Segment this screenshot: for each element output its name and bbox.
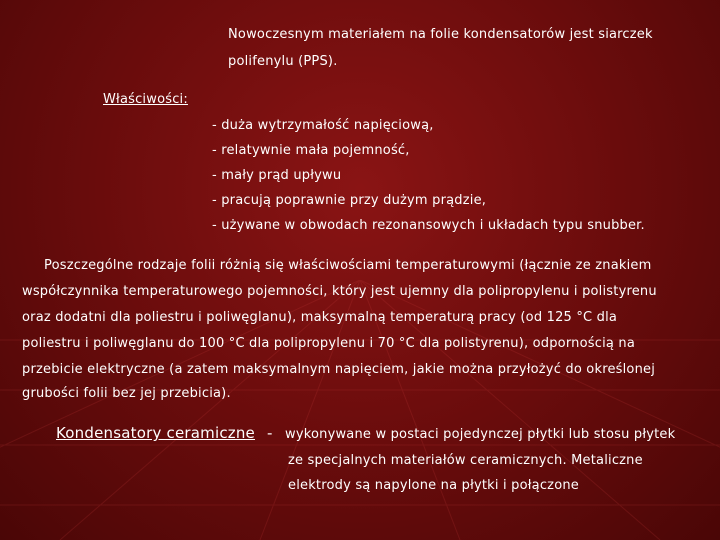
ceramic-description-line: ze specjalnych materiałów ceramicznych. Metaliczne: [288, 453, 643, 468]
paragraph-line: oraz dodatni dla poliestru i poliwęglanu), maksymalną temperaturą pracy (od 125 °C dla: [22, 310, 618, 325]
property-item: - pracują poprawnie przy dużym prądzie,: [212, 193, 487, 208]
ceramic-capacitors-label: Kondensatory ceramiczne: [56, 424, 255, 442]
properties-heading: Właściwości:: [103, 92, 188, 107]
property-item: - duża wytrzymałość napięciową,: [212, 118, 434, 133]
ceramic-dash: -: [267, 424, 273, 442]
paragraph-line: współczynnika temperaturowego pojemności, który jest ujemny dla polipropylenu i polistyrenu: [22, 284, 657, 299]
paragraph-line: Poszczególne rodzaje folii różnią się właściwościami temperaturowymi (łącznie ze znakiem: [44, 258, 652, 273]
paragraph-line: poliestru i poliwęglanu do 100 °C dla polipropylenu i 70 °C dla polistyrenu), odpornością na: [22, 336, 635, 351]
property-item: - mały prąd upływu: [212, 168, 342, 183]
intro-line-1: Nowoczesnym materiałem na folie kondensatorów jest siarczek: [228, 27, 653, 42]
paragraph-line: przebicie elektryczne (a zatem maksymalnym napięciem, jakie można przyłożyć do określonej: [22, 362, 656, 377]
property-item: - używane w obwodach rezonansowych i układach typu snubber.: [212, 218, 645, 233]
intro-line-2: polifenylu (PPS).: [228, 54, 338, 69]
ceramic-description-line: wykonywane w postaci pojedynczej płytki lub stosu płytek: [285, 427, 676, 442]
ceramic-description-line: elektrody są napylone na płytki i połączone: [288, 478, 580, 493]
paragraph-line: grubości folii bez jej przebicia).: [22, 386, 231, 401]
property-item: - relatywnie mała pojemność,: [212, 143, 410, 158]
